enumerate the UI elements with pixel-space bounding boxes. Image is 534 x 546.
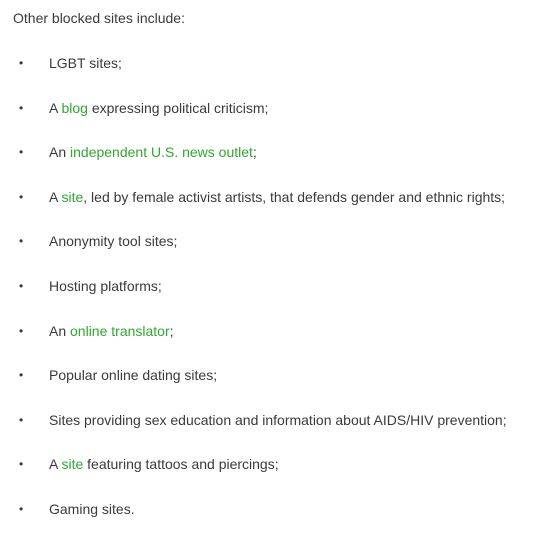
item-text-before: An (49, 322, 71, 339)
item-text-before: A (49, 188, 62, 205)
bullet-icon: • (19, 145, 24, 160)
item-text-after: , led by female activist artists, that defends gender and ethnic rights; (83, 188, 506, 205)
item-text (49, 501, 135, 518)
item-text (49, 323, 174, 340)
item-text-before: Popular online dating sites; (49, 367, 218, 384)
bullet-icon: • (19, 501, 24, 516)
tattoo-site-link[interactable]: site (61, 456, 84, 473)
bullet-icon: • (19, 100, 24, 115)
list-item (0, 323, 534, 368)
item-text (49, 456, 279, 473)
bullet-icon: • (19, 412, 24, 427)
list-item (0, 367, 534, 412)
item-text-before: LGBT sites; (49, 55, 122, 71)
activist-site-link[interactable]: site (61, 188, 84, 205)
item-text (49, 100, 268, 117)
bullet-icon: • (19, 278, 24, 293)
bullet-icon: • (19, 234, 24, 249)
intro-text: Other blocked sites include: (13, 10, 185, 26)
list-item (0, 55, 534, 100)
bullet-icon: • (19, 189, 24, 204)
item-text (49, 278, 162, 295)
item-text-before: Hosting platforms; (49, 277, 162, 294)
list-item (0, 189, 534, 234)
list-item (0, 501, 534, 546)
list-item (0, 144, 534, 189)
bullet-icon: • (19, 368, 24, 383)
bullet-icon: • (19, 56, 24, 70)
item-text-before: A (49, 456, 62, 473)
item-text (49, 412, 507, 429)
blocked-sites-list (0, 55, 534, 546)
item-text (49, 233, 177, 250)
item-text-before: Anonymity tool sites; (49, 233, 178, 250)
item-text (49, 367, 217, 384)
list-item (0, 456, 534, 501)
item-text-before: A (49, 99, 62, 116)
item-text-before: Gaming sites. (49, 500, 135, 517)
item-text-after: featuring tattoos and piercings; (83, 456, 279, 473)
list-item (0, 412, 534, 457)
item-text (49, 144, 257, 161)
list-item (0, 100, 534, 145)
online-translator-link[interactable]: online translator (70, 322, 170, 339)
item-text-before: Sites providing sex education and information about AIDS/HIV prevention; (49, 411, 507, 428)
item-text-after: expressing political criticism; (87, 99, 269, 116)
item-text-after: ; (169, 322, 174, 339)
news-outlet-link[interactable]: independent U.S. news outlet (70, 144, 253, 161)
item-text-after: ; (252, 144, 257, 161)
item-text (49, 189, 505, 206)
item-text-before: An (49, 144, 71, 161)
blog-link[interactable]: blog (61, 99, 88, 116)
list-item (0, 278, 534, 323)
bullet-icon: • (19, 323, 24, 338)
item-text (49, 55, 122, 72)
bullet-icon: • (19, 457, 24, 472)
list-item (0, 233, 534, 278)
